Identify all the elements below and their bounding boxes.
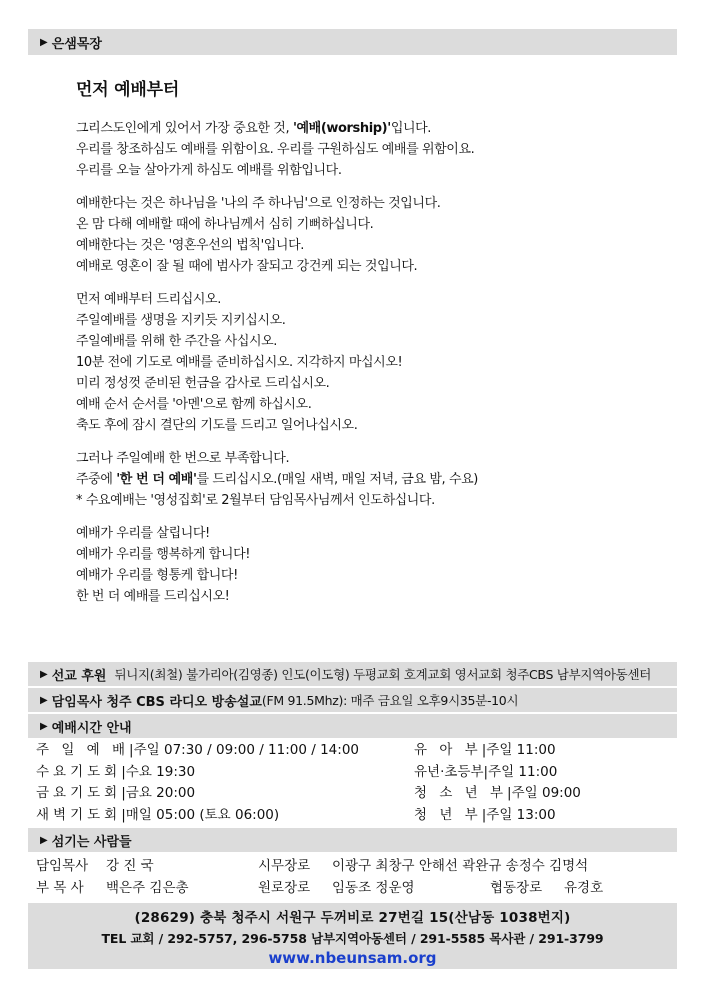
- triangle-right-icon: ▶: [40, 694, 48, 706]
- line-text: 예배한다는 것은 하나님을 '나의 주 하나님'으로 인정하는 것입니다.: [76, 196, 441, 211]
- article-line: [76, 289, 666, 310]
- cooperating-elder-title: 협동장로: [490, 879, 543, 896]
- article-line: [76, 490, 666, 511]
- line-text: 입니다.: [390, 121, 432, 136]
- line-text: 축도 후에 잠시 결단의 기도를 드리고 일어나십시오.: [76, 418, 358, 433]
- line-text: 예배가 우리를 살립니다!: [76, 526, 210, 541]
- service-name: 수요기도회: [36, 763, 122, 780]
- line-text: 예배 순서 순서를 '아멘'으로 함께 하십시오.: [76, 397, 312, 412]
- line-text: 먼저 예배부터 드리십시오.: [76, 292, 221, 307]
- service-name: 주 일 예 배: [36, 742, 130, 758]
- broadcast-bar: [28, 688, 677, 712]
- line-text: 예배가 우리를 형통케 합니다!: [76, 568, 238, 583]
- article-line: [76, 214, 666, 235]
- service-time: 금요 20:00: [125, 785, 196, 801]
- schedule-row: 주 일 예 배|주일 07:30 / 09:00 / 11:00 / 14:00 유 아 부|주일 11:00: [36, 742, 556, 758]
- article-line: [76, 448, 666, 469]
- department-name: 유년·초등부: [414, 763, 484, 780]
- article-paragraph: [76, 289, 666, 436]
- missions-bar: [28, 662, 677, 686]
- article-paragraph: [76, 523, 666, 607]
- triangle-right-icon: ▶: [40, 36, 48, 48]
- elders-names: 이광구 최창구 안해선 곽완규 송정수 김명석: [332, 858, 589, 874]
- senior-pastor-name: 강 진 국: [106, 858, 154, 874]
- emphasis-text: '한 번 더 예배': [116, 472, 197, 487]
- article-line: [76, 352, 666, 373]
- article-line: [76, 469, 666, 490]
- line-text: 온 맘 다해 예배할 때에 하나님께서 심히 기뻐하십니다.: [76, 217, 374, 232]
- department-time: 주일 11:00: [486, 742, 556, 758]
- department-name: 청 소 년 부: [414, 785, 508, 801]
- section-title: 은샘목장: [51, 36, 102, 52]
- emeritus-elders-names: 임동조 정운영: [332, 879, 415, 896]
- broadcast-text: (FM 91.5Mhz): 매주 금요일 오후9시35분-10시: [261, 693, 519, 708]
- line-text: 그러나 주일예배 한 번으로 부족합니다.: [76, 451, 290, 466]
- staff-row: [36, 878, 676, 900]
- church-phone-numbers: TEL 교회 / 292-5757, 296-5758 남부지역아동센터 / 291-5585 목사관 / 291-3799: [101, 931, 604, 946]
- website-link[interactable]: www.nbeunsam.org: [268, 949, 437, 967]
- schedule-row: 새벽기도회|매일 05:00 (토요 06:00) 청 년 부|주일 13:00: [36, 806, 556, 823]
- line-text: 우리를 창조하심도 예배를 위함이요. 우리를 구원하심도 예배를 위함이요.: [76, 142, 475, 157]
- service-name: 금요기도회: [36, 785, 122, 801]
- triangle-right-icon: ▶: [40, 668, 48, 680]
- line-text: 주중에: [76, 472, 117, 487]
- article-line: [76, 523, 666, 544]
- article-line: [76, 373, 666, 394]
- staff-label: 섬기는 사람들: [51, 834, 132, 850]
- staff-list: [36, 856, 676, 899]
- line-text: 를 드리십시오.(매일 새벽, 매일 저녁, 금요 밤, 수요): [196, 472, 478, 487]
- article-line: [76, 235, 666, 256]
- article-body: [76, 118, 666, 619]
- schedule-row: 금요기도회|금요 20:00 청 소 년 부|주일 09:00: [36, 785, 581, 801]
- article-line: [76, 256, 666, 277]
- article-line: [76, 544, 666, 565]
- elders-title: 시무장로: [258, 858, 311, 874]
- cooperating-elder-name: 유경호: [564, 879, 604, 896]
- department-time: 주일 09:00: [511, 785, 581, 801]
- line-text: 우리를 오늘 살아가게 하심도 예배를 위함입니다.: [76, 163, 342, 178]
- department-name: 유 아 부: [414, 742, 482, 758]
- article-line: [76, 310, 666, 331]
- senior-pastor-title: 담임목사: [36, 858, 89, 874]
- footer: [28, 903, 677, 969]
- missions-label: 선교 후원: [51, 668, 107, 684]
- staff-row: [36, 856, 676, 878]
- line-text: 예배로 영혼이 잘 될 때에 범사가 잘되고 강건케 되는 것입니다.: [76, 259, 418, 274]
- section-header-bar: [28, 29, 677, 55]
- line-text: 한 번 더 예배를 드리십시오!: [76, 589, 230, 604]
- worship-schedule: [36, 740, 656, 826]
- schedule-label: 예배시간 안내: [51, 720, 132, 736]
- schedule-bar: [28, 714, 677, 738]
- article-line: [76, 160, 666, 181]
- schedule-row: 수요기도회|수요 19:30 유년·초등부|주일 11:00: [36, 763, 558, 780]
- line-text: 미리 정성껏 준비된 헌금을 감사로 드리십시오.: [76, 376, 330, 391]
- triangle-right-icon: ▶: [40, 720, 48, 732]
- broadcast-label: 담임목사 청주 CBS 라디오 방송설교: [51, 694, 262, 710]
- staff-bar: [28, 828, 677, 852]
- article-line: [76, 415, 666, 436]
- line-text: 예배가 우리를 행복하게 합니다!: [76, 547, 251, 562]
- line-text: 주일예배를 생명을 지키듯 지키십시오.: [76, 313, 286, 328]
- service-time: 수요 19:30: [125, 763, 196, 780]
- associate-pastor-title: 부 목 사: [36, 879, 84, 896]
- article-line: [76, 139, 666, 160]
- line-text: 예배한다는 것은 '영혼우선의 법칙'입니다.: [76, 238, 304, 253]
- service-name: 새벽기도회: [36, 806, 122, 823]
- associate-pastor-names: 백은주 김은총: [106, 879, 189, 896]
- line-text: * 수요예배는 '영성집회'로 2월부터 담임목사님께서 인도하십니다.: [76, 493, 435, 508]
- missions-text: 뒤니지(최철) 불가리아(김영종) 인도(이도형) 두평교회 호계교회 영서교회 청주CBS 남부지역아동센터: [114, 667, 651, 682]
- church-address: (28629) 충북 청주시 서원구 두꺼비로 27번길 15(산남동 1038번지): [134, 910, 571, 926]
- department-name: 청 년 부: [414, 806, 482, 823]
- article-paragraph: [76, 193, 666, 277]
- department-time: 주일 13:00: [486, 806, 556, 823]
- article-line: [76, 331, 666, 352]
- line-text: 10분 전에 기도로 예배를 준비하십시오. 지각하지 마십시오!: [76, 355, 403, 370]
- line-text: 주일예배를 위해 한 주간을 사십시오.: [76, 334, 278, 349]
- department-time: 주일 11:00: [488, 763, 558, 780]
- article-paragraph: [76, 118, 666, 181]
- article-paragraph: [76, 448, 666, 511]
- article-line: [76, 565, 666, 586]
- article-line: [76, 193, 666, 214]
- service-time: 매일 05:00 (토요 06:00): [125, 806, 280, 823]
- emphasis-text: '예배(worship)': [292, 121, 391, 136]
- triangle-right-icon: ▶: [40, 834, 48, 846]
- article-line: [76, 394, 666, 415]
- article-line: [76, 586, 666, 607]
- line-text: 그리스도인에게 있어서 가장 중요한 것,: [76, 121, 293, 136]
- article-line: [76, 118, 666, 139]
- service-time: 주일 07:30 / 09:00 / 11:00 / 14:00: [133, 742, 359, 758]
- emeritus-elders-title: 원로장로: [258, 879, 311, 896]
- article-title: 먼저 예배부터: [76, 80, 180, 100]
